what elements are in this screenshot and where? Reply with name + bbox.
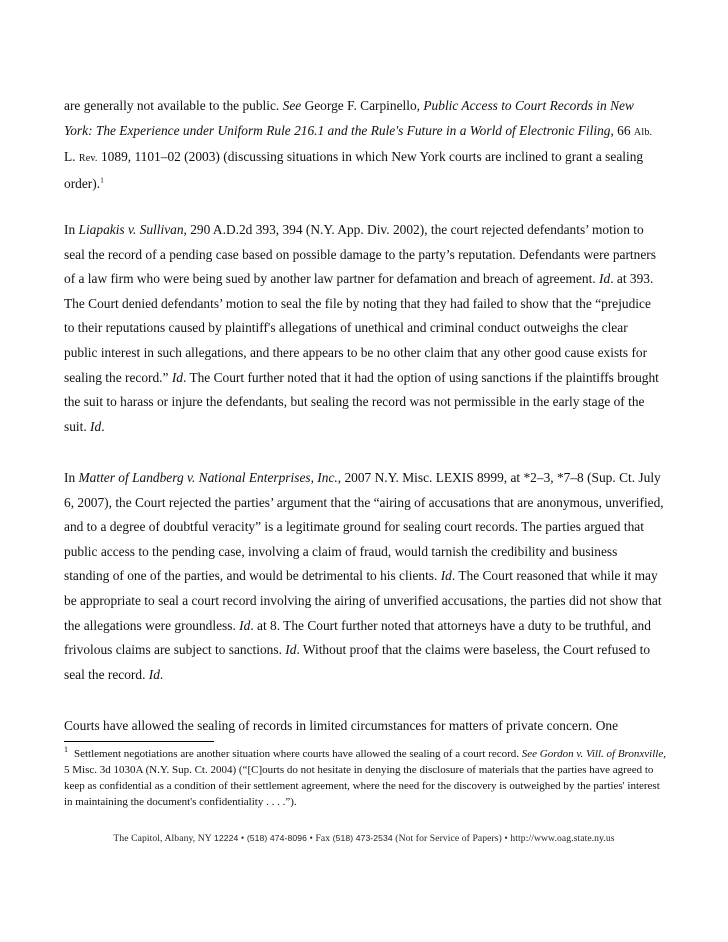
footer-separator: • Fax (306, 833, 333, 844)
text: . at 8. The Court further noted that attorneys have a duty to be truthful, and frivolous claims are subject to sanctions. (64, 617, 651, 658)
id-citation: Id (599, 271, 611, 287)
footer-zip: 12224 (213, 833, 239, 843)
footnote-divider (64, 741, 214, 742)
text: . Without proof that the claims were baseless, the Court refused to seal the record. (64, 642, 651, 682)
text: . The Court reasoned that while it may be appropriate to seal a court record involving the airing of unverified accusations, the parties did not show that the allegations were groundless. (64, 568, 662, 633)
text: Settlement negotiations are another situation where courts have allowed the sealing of a court record. (74, 748, 522, 760)
id-citation: Id (171, 369, 183, 385)
footer-address: The Capitol, Albany, NY (113, 833, 214, 844)
text: are generally not available to the public. (64, 98, 283, 113)
id-citation: Id (239, 617, 251, 633)
footnote-reference[interactable]: 1 (100, 175, 104, 185)
footnote-citation: See Gordon v. Vill. of Bronxville (521, 748, 664, 760)
id-citation: Id (285, 642, 297, 658)
id-citation: Id (440, 568, 452, 584)
article-title: Public Access to Court Records in New York: The Experience under Uniform Rule 216.1 and the Rule's Future in a World of Electronic Filing (64, 98, 634, 138)
signal-see: See (282, 98, 302, 113)
journal-abbrev: Rev. (78, 153, 98, 165)
text: L. (64, 149, 79, 165)
text: , 2007 N.Y. Misc. LEXIS 8999, at *2–3, *7–8 (Sup. Ct. July 6, 2007), the Court rejected the parties’ argument that the “airing of accusations that are anonymous, unverified, and to a degree of doubtful veracity” is a legitimate ground for sealing court records. The parties argued that public access to the pending case, involving a claim of fraud, would tarnish the credibility and business standing of one of the parties, and would be detrimental to his clients. (64, 470, 664, 584)
id-citation: Id (90, 418, 102, 434)
text: . (159, 666, 164, 682)
text: , 290 A.D.2d 393, 394 (N.Y. App. Div. 2002), the court rejected defendants’ motion to seal the record of a pending case based on possible damage to the party’s reputation. Defendants were partners of a law firm who were being sued by another law partner for defamation and breach of agreement. (64, 222, 656, 287)
text: 1089, 1101–02 (2003) (discussing situations in which New York courts are inclined to grant a sealing order). (64, 149, 644, 191)
footer-website[interactable]: ) • http://www.oag.state.ny.us (498, 833, 615, 844)
footer-note: Not for Service of Papers (398, 833, 499, 844)
page-footer (0, 833, 728, 844)
text: Courts have allowed the sealing of records in limited circumstances for matters of private concern. One (64, 718, 619, 733)
text: In (64, 222, 79, 237)
footer-separator: • (238, 833, 247, 844)
footnote-1 (64, 746, 668, 810)
footer-fax: (518) 473-2534 (332, 833, 393, 843)
text: In (64, 470, 79, 485)
paragraph-3 (64, 466, 664, 687)
text: George F. Carpinello, (301, 98, 424, 113)
text: . at 393. The Court denied defendants’ motion to seal the file by noting that they had failed to show that the “prejudice to their reputations caused by plaintiff's allegations of unethical and criminal conduct outweighs the clear public interest in such allegations, and there appears to be no other claim that any other good cause exists for sealing the record.” (64, 271, 654, 385)
text: , 5 Misc. 3d 1030A (N.Y. Sup. Ct. 2004) (“[C]ourts do not hesitate in denying the disclosure of materials that the parties have agreed to keep as confidential as a condition of their settlement agreement, where the need for the discovery is outweighed by the parties' interest in maintaining the document's confidentiality . . . .”). (64, 748, 666, 808)
text: , 66 (610, 122, 634, 138)
case-name: Liapakis v. Sullivan (78, 222, 184, 237)
case-name: Matter of Landberg v. National Enterprises, Inc. (78, 470, 338, 485)
id-citation: Id (148, 666, 160, 682)
journal-abbrev: Alb. (633, 126, 653, 138)
footer-phone: (518) 474-8096 (246, 833, 307, 843)
paragraph-2 (64, 218, 664, 439)
paragraph-4 (64, 714, 728, 739)
text: . The Court further noted that it had the option of using sanctions if the plaintiffs brought the suit to harass or injure the defendants, but sealing the record was not permissible in the early stage of the suit. (64, 369, 659, 434)
paragraph-1 (64, 94, 664, 196)
footer-text: ( (392, 833, 399, 844)
footnote-number: 1 (64, 745, 68, 755)
text: . (101, 418, 105, 434)
